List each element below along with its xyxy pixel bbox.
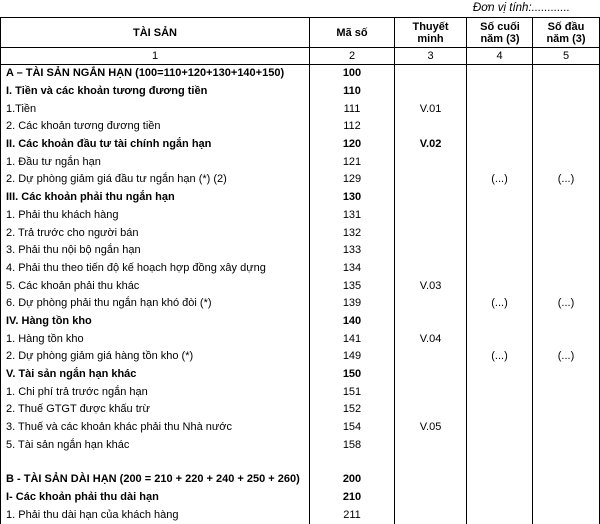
row-end-value bbox=[467, 471, 533, 489]
row-end-value bbox=[467, 401, 533, 419]
table-row bbox=[1, 189, 600, 207]
table-row bbox=[1, 419, 600, 437]
row-end-value bbox=[467, 118, 533, 136]
row-begin-value bbox=[533, 401, 600, 419]
row-end-value bbox=[467, 100, 533, 118]
row-label: 5. Tài sản ngắn hạn khác bbox=[1, 436, 310, 454]
col-number: 5 bbox=[533, 48, 600, 65]
row-code: 211 bbox=[310, 507, 395, 524]
row-end-value bbox=[467, 366, 533, 384]
table-row bbox=[1, 136, 600, 154]
row-begin-value bbox=[533, 189, 600, 207]
row-code: 110 bbox=[310, 83, 395, 101]
row-label: A – TÀI SẢN NGẮN HẠN (100=110+120+130+140+150) bbox=[1, 65, 310, 83]
row-label: 5. Các khoản phải thu khác bbox=[1, 277, 310, 295]
table-row bbox=[1, 471, 600, 489]
unit-label: Đơn vị tính:............ bbox=[473, 2, 570, 14]
row-code: 150 bbox=[310, 366, 395, 384]
row-label: 2. Trả trước cho người bán bbox=[1, 224, 310, 242]
row-label: I- Các khoản phải thu dài hạn bbox=[1, 489, 310, 507]
row-note bbox=[395, 118, 467, 136]
table-row bbox=[1, 366, 600, 384]
row-end-value bbox=[467, 153, 533, 171]
table-row bbox=[1, 277, 600, 295]
row-begin-value bbox=[533, 313, 600, 331]
row-code: 111 bbox=[310, 100, 395, 118]
table-row bbox=[1, 348, 600, 366]
header-row bbox=[1, 18, 600, 48]
row-end-value bbox=[467, 224, 533, 242]
row-label: 3. Thuế và các khoản khác phải thu Nhà nước bbox=[1, 419, 310, 437]
row-code: 158 bbox=[310, 436, 395, 454]
row-begin-value bbox=[533, 366, 600, 384]
balance-sheet-table bbox=[0, 17, 600, 524]
row-note bbox=[395, 83, 467, 101]
header-end-text: Số cuối năm (3) bbox=[471, 21, 529, 45]
row-end-value bbox=[467, 330, 533, 348]
row-note: V.01 bbox=[395, 100, 467, 118]
table-row bbox=[1, 260, 600, 278]
table-row bbox=[1, 295, 600, 313]
row-code: 139 bbox=[310, 295, 395, 313]
row-end-value bbox=[467, 489, 533, 507]
row-note bbox=[395, 171, 467, 189]
row-note bbox=[395, 153, 467, 171]
row-label: 4. Phải thu theo tiến độ kế hoạch hợp đồng xây dựng bbox=[1, 260, 310, 278]
row-note bbox=[395, 489, 467, 507]
row-code: 112 bbox=[310, 118, 395, 136]
row-label bbox=[1, 454, 310, 471]
table-row bbox=[1, 171, 600, 189]
row-note bbox=[395, 242, 467, 260]
row-code bbox=[310, 454, 395, 471]
row-begin-value bbox=[533, 471, 600, 489]
row-note bbox=[395, 383, 467, 401]
row-label: 2. Thuế GTGT được khấu trừ bbox=[1, 401, 310, 419]
col-number: 4 bbox=[467, 48, 533, 65]
row-note bbox=[395, 65, 467, 83]
row-label: B - TÀI SẢN DÀI HẠN (200 = 210 + 220 + 240 + 250 + 260) bbox=[1, 471, 310, 489]
row-code: 100 bbox=[310, 65, 395, 83]
row-note: V.02 bbox=[395, 136, 467, 154]
row-begin-value bbox=[533, 383, 600, 401]
row-begin-value bbox=[533, 136, 600, 154]
row-end-value bbox=[467, 207, 533, 225]
row-note bbox=[395, 189, 467, 207]
row-code: 130 bbox=[310, 189, 395, 207]
column-number-row bbox=[1, 48, 600, 65]
table-row bbox=[1, 313, 600, 331]
row-end-value bbox=[467, 313, 533, 331]
table-row bbox=[1, 207, 600, 225]
row-label: 2. Dự phòng giảm giá hàng tồn kho (*) bbox=[1, 348, 310, 366]
row-note bbox=[395, 260, 467, 278]
row-label: II. Các khoản đầu tư tài chính ngắn hạn bbox=[1, 136, 310, 154]
row-label: 1. Phải thu dài hạn của khách hàng bbox=[1, 507, 310, 524]
row-begin-value bbox=[533, 100, 600, 118]
row-code: 133 bbox=[310, 242, 395, 260]
row-code: 149 bbox=[310, 348, 395, 366]
row-code: 154 bbox=[310, 419, 395, 437]
row-note bbox=[395, 348, 467, 366]
row-begin-value bbox=[533, 436, 600, 454]
row-end-value bbox=[467, 189, 533, 207]
row-label: 1.Tiền bbox=[1, 100, 310, 118]
row-code: 120 bbox=[310, 136, 395, 154]
row-end-value bbox=[467, 383, 533, 401]
table-row bbox=[1, 153, 600, 171]
row-note bbox=[395, 436, 467, 454]
row-note bbox=[395, 366, 467, 384]
row-code: 140 bbox=[310, 313, 395, 331]
row-end-value bbox=[467, 242, 533, 260]
row-begin-value bbox=[533, 224, 600, 242]
row-end-value: (...) bbox=[467, 348, 533, 366]
col-number: 1 bbox=[1, 48, 310, 65]
row-begin-value bbox=[533, 260, 600, 278]
row-code: 135 bbox=[310, 277, 395, 295]
row-begin-value bbox=[533, 330, 600, 348]
row-note bbox=[395, 507, 467, 524]
row-end-value bbox=[467, 65, 533, 83]
row-note: V.03 bbox=[395, 277, 467, 295]
row-end-value bbox=[467, 436, 533, 454]
row-begin-value bbox=[533, 419, 600, 437]
row-note bbox=[395, 295, 467, 313]
row-end-value: (...) bbox=[467, 171, 533, 189]
table-row bbox=[1, 401, 600, 419]
row-begin-value bbox=[533, 454, 600, 471]
row-label: 1. Hàng tồn kho bbox=[1, 330, 310, 348]
table-row bbox=[1, 489, 600, 507]
table-body bbox=[1, 65, 600, 524]
row-begin-value bbox=[533, 65, 600, 83]
row-label: I. Tiền và các khoản tương đương tiền bbox=[1, 83, 310, 101]
row-label: V. Tài sản ngắn hạn khác bbox=[1, 366, 310, 384]
col-number: 3 bbox=[395, 48, 467, 65]
table-row bbox=[1, 383, 600, 401]
table-row bbox=[1, 118, 600, 136]
row-code: 152 bbox=[310, 401, 395, 419]
table-row bbox=[1, 83, 600, 101]
row-note bbox=[395, 454, 467, 471]
row-label: 2. Dự phòng giảm giá đầu tư ngắn hạn (*) (2) bbox=[1, 171, 310, 189]
table-row bbox=[1, 454, 600, 471]
row-note bbox=[395, 313, 467, 331]
row-begin-value bbox=[533, 83, 600, 101]
row-end-value bbox=[467, 507, 533, 524]
row-begin-value bbox=[533, 489, 600, 507]
row-code: 121 bbox=[310, 153, 395, 171]
header-code: Mã số bbox=[310, 18, 395, 48]
header-begin-text: Số đầu năm (3) bbox=[538, 21, 594, 45]
row-end-value bbox=[467, 136, 533, 154]
table-row bbox=[1, 242, 600, 260]
row-end-value bbox=[467, 419, 533, 437]
row-code: 132 bbox=[310, 224, 395, 242]
row-note bbox=[395, 224, 467, 242]
row-end-value bbox=[467, 83, 533, 101]
header-begin bbox=[533, 18, 600, 48]
row-end-value bbox=[467, 277, 533, 295]
row-end-value bbox=[467, 454, 533, 471]
row-note bbox=[395, 207, 467, 225]
row-end-value bbox=[467, 260, 533, 278]
row-begin-value bbox=[533, 207, 600, 225]
row-begin-value: (...) bbox=[533, 171, 600, 189]
col-number: 2 bbox=[310, 48, 395, 65]
header-note-text: Thuyết minh bbox=[405, 21, 457, 45]
table-row bbox=[1, 436, 600, 454]
row-begin-value bbox=[533, 242, 600, 260]
row-label: 1. Đầu tư ngắn hạn bbox=[1, 153, 310, 171]
row-begin-value bbox=[533, 118, 600, 136]
row-code: 141 bbox=[310, 330, 395, 348]
table-row bbox=[1, 224, 600, 242]
row-begin-value bbox=[533, 277, 600, 295]
row-label: 6. Dự phòng phải thu ngắn hạn khó đòi (*) bbox=[1, 295, 310, 313]
table-row bbox=[1, 100, 600, 118]
table-row bbox=[1, 330, 600, 348]
row-label: 1. Phải thu khách hàng bbox=[1, 207, 310, 225]
header-end bbox=[467, 18, 533, 48]
header-note bbox=[395, 18, 467, 48]
row-note bbox=[395, 401, 467, 419]
row-code: 151 bbox=[310, 383, 395, 401]
row-label: 1. Chi phí trả trước ngắn hạn bbox=[1, 383, 310, 401]
row-begin-value bbox=[533, 507, 600, 524]
unit-header-bar bbox=[0, 0, 600, 18]
row-begin-value: (...) bbox=[533, 295, 600, 313]
row-begin-value: (...) bbox=[533, 348, 600, 366]
row-code: 131 bbox=[310, 207, 395, 225]
row-code: 200 bbox=[310, 471, 395, 489]
row-note: V.04 bbox=[395, 330, 467, 348]
row-label: IV. Hàng tồn kho bbox=[1, 313, 310, 331]
table-row bbox=[1, 65, 600, 83]
header-asset: TÀI SẢN bbox=[1, 18, 310, 48]
row-label: 2. Các khoản tương đương tiền bbox=[1, 118, 310, 136]
row-code: 210 bbox=[310, 489, 395, 507]
row-note bbox=[395, 471, 467, 489]
table-row bbox=[1, 507, 600, 524]
row-label: III. Các khoản phải thu ngắn hạn bbox=[1, 189, 310, 207]
row-code: 129 bbox=[310, 171, 395, 189]
row-label: 3. Phải thu nội bộ ngắn hạn bbox=[1, 242, 310, 260]
row-code: 134 bbox=[310, 260, 395, 278]
row-note: V.05 bbox=[395, 419, 467, 437]
row-begin-value bbox=[533, 153, 600, 171]
row-end-value: (...) bbox=[467, 295, 533, 313]
